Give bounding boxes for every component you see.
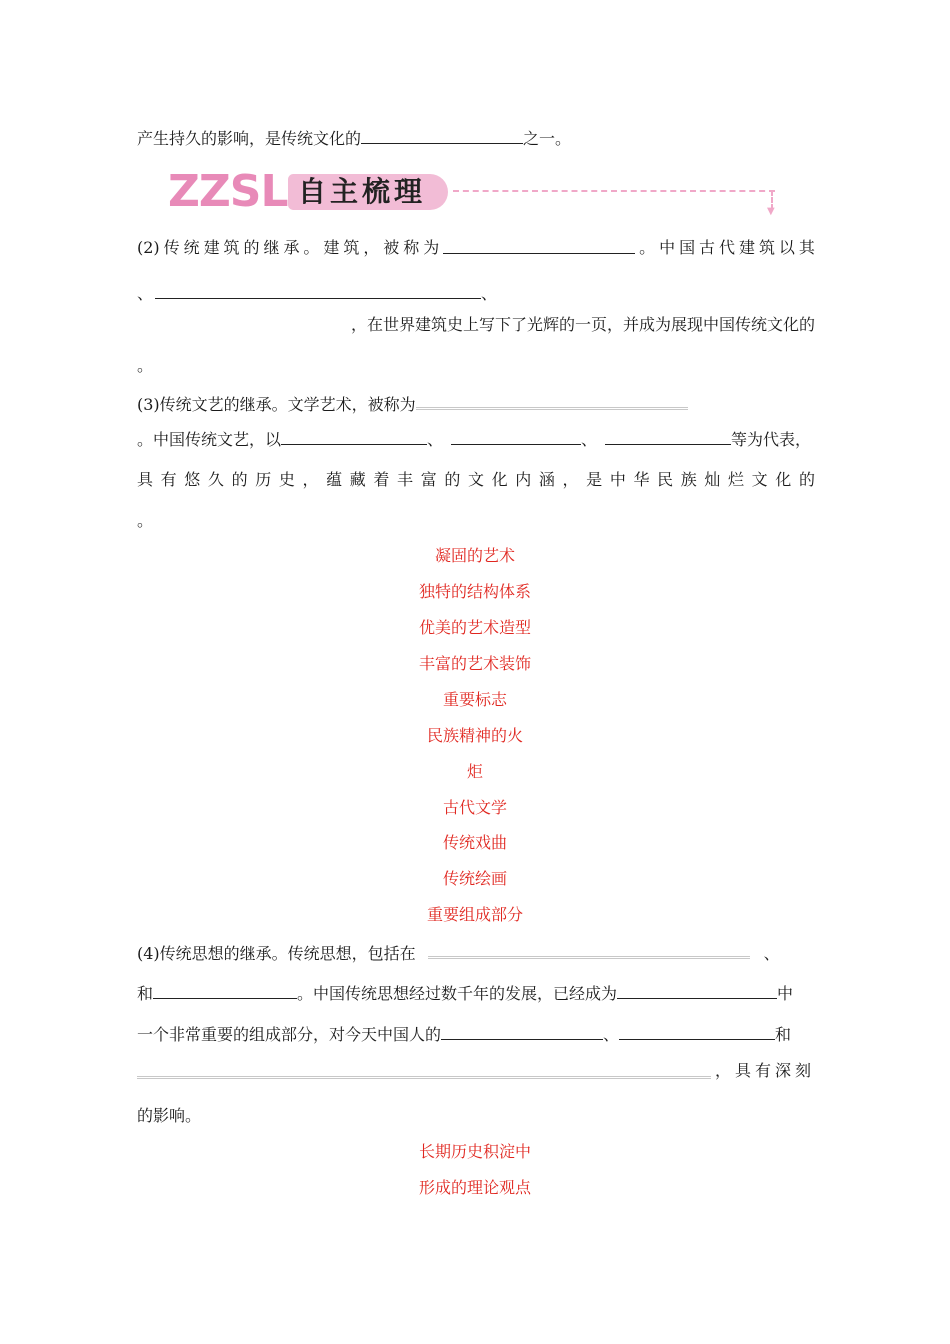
item2-char: 国 [679, 238, 696, 257]
item2-char: 筑 [758, 238, 775, 257]
item3-char: 化 [775, 470, 792, 489]
item2-line3-text: ，在世界建筑史上写下了光辉的一页，并成为展现中国传统文化的 [350, 315, 815, 334]
item3-char: 历 [255, 470, 272, 489]
item3-char: 的 [444, 470, 461, 489]
item3-char: 蕴 [326, 470, 343, 489]
item3-char: 涵 [538, 470, 555, 489]
item4-line2 [137, 982, 815, 1005]
item3-line1 [137, 391, 815, 416]
item2-char: 古 [699, 238, 716, 257]
blank [619, 1023, 775, 1040]
blank [441, 1023, 603, 1040]
top-line-text: 产生持久的影响，是传统文化的 [137, 129, 362, 148]
item3-char: 化 [491, 470, 508, 489]
item3-line1-text: (3)传统文艺的继承。文学艺术，被称为 [137, 395, 416, 414]
answer: 独特的结构体系 [418, 582, 531, 601]
item2-line4 [137, 355, 815, 377]
item3-char: 具 [137, 470, 154, 489]
item3-char: 是 [586, 470, 603, 489]
item3-sep: 、 [581, 430, 598, 449]
blank [155, 282, 481, 299]
arrow-down-icon: ▼ [767, 206, 775, 217]
item3-char: 族 [680, 470, 697, 489]
item3-char: 史 [278, 470, 295, 489]
item4-sep: 、 [763, 944, 780, 963]
item4-line5 [137, 1105, 815, 1127]
blank [605, 428, 731, 445]
item2-char: 其 [798, 238, 815, 257]
item3-char: 灿 [704, 470, 721, 489]
item2-char: 中 [659, 238, 676, 257]
answer: 传统戏曲 [442, 833, 507, 852]
item2-char: 筑 [343, 238, 360, 257]
item4-line2-text: 和 [137, 984, 154, 1003]
item4-line2-mid: 。中国传统思想经过数千年的发展，已经成为 [297, 984, 618, 1003]
item3-char: ， [562, 470, 579, 489]
answer: 重要标志 [442, 690, 507, 709]
item2-line4-text: 。 [137, 356, 154, 375]
item3-line3 [137, 469, 815, 491]
item3-char: 的 [798, 470, 815, 489]
item2-char: 称 [403, 238, 420, 257]
item3-char: 华 [633, 470, 650, 489]
item2-char: 继 [263, 238, 280, 257]
item3-char: 久 [207, 470, 224, 489]
blank [416, 391, 688, 410]
item2-line3 [137, 314, 815, 336]
item3-line2-end: 等为代表， [731, 430, 812, 449]
item2-char: 代 [719, 238, 736, 257]
item3-char: 文 [751, 470, 768, 489]
item2-line1 [137, 237, 815, 259]
item3-char: 有 [160, 470, 177, 489]
blank [137, 1060, 711, 1079]
item4-sep: 、 [603, 1025, 620, 1044]
top-line [137, 127, 815, 150]
item2-char: 的 [243, 238, 260, 257]
item3-char: 文 [467, 470, 484, 489]
item3-char: ， [302, 470, 319, 489]
item2-char: 以 [778, 238, 795, 257]
item2-char: 筑 [223, 238, 240, 257]
item3-line2 [137, 428, 815, 451]
answer: 长期历史积淀中 [418, 1142, 531, 1161]
banner-title: 自主梳理 [298, 175, 427, 208]
item2-char: 为 [423, 238, 440, 257]
item3-sep: 、 [427, 430, 444, 449]
answer: 优美的艺术造型 [418, 618, 531, 637]
item4-line3-end: 和 [775, 1025, 792, 1044]
answer: 传统绘画 [442, 869, 507, 888]
item2-sep: 、 [481, 284, 498, 303]
blank [361, 127, 523, 144]
item2-line2 [137, 282, 815, 305]
item3-char: 悠 [184, 470, 201, 489]
answer: 民族精神的火 [426, 726, 523, 745]
blank [153, 982, 297, 999]
item4-line3 [137, 1023, 815, 1046]
item4-line4-text: ，具有深刻 [714, 1061, 815, 1080]
banner-dashed-line [453, 190, 775, 192]
blank [281, 428, 427, 445]
item3-char: 烂 [728, 470, 745, 489]
item2-char: 建 [203, 238, 220, 257]
blank [443, 237, 635, 254]
answer: 凝固的艺术 [434, 546, 515, 565]
item2-char: (2) [137, 238, 160, 257]
item3-char: 民 [657, 470, 674, 489]
section-banner [168, 166, 780, 217]
item2-char: 被 [383, 238, 400, 257]
item3-char: 藏 [349, 470, 366, 489]
item4-line3-text: 一个非常重要的组成部分，对今天中国人的 [137, 1025, 442, 1044]
item2-char: 传 [163, 238, 180, 257]
item3-line4 [137, 510, 815, 532]
answer: 丰富的艺术装饰 [418, 654, 531, 673]
item4-line4 [137, 1060, 815, 1085]
item4-line5-text: 的影响。 [137, 1106, 202, 1125]
item3-char: 的 [231, 470, 248, 489]
item3-line4-text: 。 [137, 511, 154, 530]
item2-char: 建 [323, 238, 340, 257]
blank [617, 982, 777, 999]
item2-char: 建 [738, 238, 755, 257]
item2-char: ， [363, 238, 380, 257]
answer: 炬 [466, 762, 483, 781]
item3-char: 内 [515, 470, 532, 489]
item2-char: 承 [283, 238, 300, 257]
item2-char: 。 [639, 238, 656, 257]
item3-char: 富 [420, 470, 437, 489]
item2-sep: 、 [137, 284, 154, 303]
item2-char: 。 [303, 238, 320, 257]
blank [451, 428, 581, 445]
item3-char: 丰 [397, 470, 414, 489]
answer: 形成的理论观点 [418, 1178, 531, 1197]
banner-logo: ZZSL [168, 166, 288, 217]
answer: 重要组成部分 [426, 905, 523, 924]
item3-line2-text: 。中国传统文艺，以 [137, 430, 282, 449]
item3-char: 中 [609, 470, 626, 489]
item4-line1 [137, 940, 815, 965]
top-line-text-end: 之一。 [523, 129, 572, 148]
answer: 古代文学 [442, 798, 507, 817]
item3-char: 着 [373, 470, 390, 489]
item4-line1-text: (4)传统思想的继承。传统思想，包括在 [137, 944, 416, 963]
blank [428, 940, 750, 959]
item4-line2-end: 中 [777, 984, 794, 1003]
item2-char: 统 [183, 238, 200, 257]
